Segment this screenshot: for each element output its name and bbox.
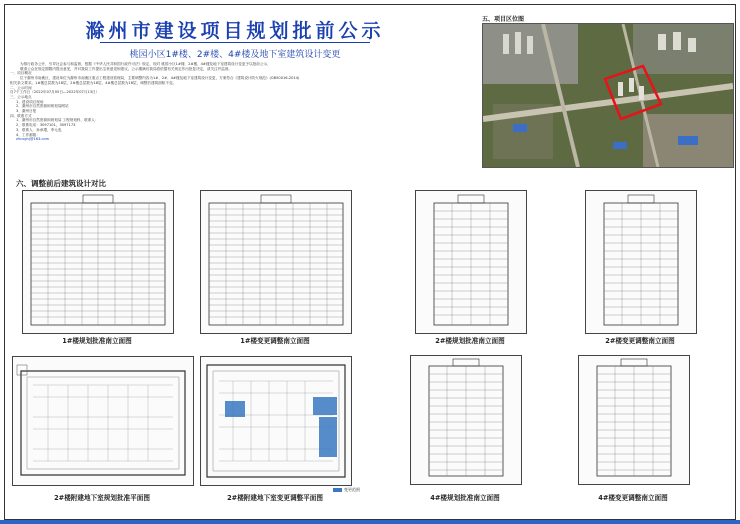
elevation-drawing [201, 191, 351, 333]
building-4-changed-caption: 4#楼变更调整南立面图 [598, 494, 668, 502]
changed-area [313, 397, 337, 415]
comparison-section-title: 六、调整前后建筑设计对比 [16, 179, 106, 188]
plan-drawing [201, 357, 351, 485]
building-4-changed-elevation [578, 355, 690, 485]
list-item: 2、滁州市自然资源和规划局网站 [16, 104, 69, 109]
location-map-title: 五、项目区位图 [482, 16, 525, 23]
title-underline [100, 42, 370, 43]
section-heading: 四、联系方式 [10, 113, 32, 118]
building-2-approved-caption: 2#楼规划批准南立面图 [435, 337, 505, 345]
section-heading: 三、公示地点 [10, 94, 32, 99]
list-item: 2、联系电话：3097101，3097173 [16, 123, 76, 128]
section-heading: 二、公示时间 [10, 85, 32, 90]
building-2-changed-elevation [585, 190, 697, 334]
building-4-approved-caption: 4#楼规划批准南立面图 [430, 494, 500, 502]
list-item: 3、滁州日报 [16, 109, 37, 114]
change-legend [333, 487, 360, 493]
bottom-border-stripe [0, 520, 740, 524]
satellite-image [483, 24, 733, 167]
elevation-drawing [579, 356, 689, 484]
elevation-drawing [23, 191, 173, 333]
body-paragraph: 敬请公众在规定期限内提出意见，并对我局工作提出宝贵意见和建议。公示期满后我局将依据有关规定作出批复决定，请关注并监督。 [20, 66, 233, 71]
list-item: 1、滁州市自然资源和规划局 工程规划科，联系人： [16, 118, 99, 123]
body-paragraph: 自7个工作日（2022年07月05日—2022年07月13日） [10, 90, 100, 95]
body-paragraph: 位于滁州市南谯区，建设单位为滁州市南谯区重点工程建设管理局，主要调整内容为1#、2#、4#楼及地下室建筑设计变更，方案符合《建筑设计防火规范》(GB50016-2014) [20, 76, 300, 81]
elevation-drawing [586, 191, 696, 333]
basement-changed-caption: 2#楼附建地下室变更调整平面图 [227, 494, 323, 502]
plan-drawing [13, 357, 193, 485]
email-link[interactable]: zhcxghj@163.com [16, 137, 50, 142]
changed-area [225, 401, 245, 417]
elevation-drawing [416, 191, 526, 333]
section-heading: 一、项目概况 [10, 71, 32, 76]
location-satellite-map [482, 23, 734, 168]
email-label: 4、工作邮箱： [16, 132, 40, 137]
list-item: 1、建设项目现场 [16, 99, 44, 104]
building-1-approved-caption: 1#楼规划批准南立面图 [62, 337, 132, 345]
page-subtitle: 桃园小区1#楼、2#楼、4#楼及地下室建筑设计变更 [129, 50, 341, 60]
basement-changed-plan [200, 356, 352, 486]
changed-area [319, 417, 337, 457]
body-paragraph: 为推行政务公开，引导社会参与和监督，根据《中华人民共和国行政许可法》规定，现对 桃园小区1#楼、2#楼、4#楼及地下室建筑设计变更予以批前公示， [20, 62, 271, 66]
notice-body [10, 62, 465, 142]
elevation-drawing [411, 356, 521, 484]
list-item: 3、联系人：孙承璟，李元泓 [16, 127, 62, 132]
basement-approved-plan [12, 356, 194, 486]
building-1-changed-caption: 1#楼变更调整南立面图 [240, 337, 310, 345]
legend-swatch [333, 488, 342, 492]
legend-label: 变更范围 [344, 487, 360, 492]
building-2-approved-elevation [415, 190, 527, 334]
body-paragraph: 相关条文要求。1#楼总层数为18层，2#楼总层数为18层，4#楼总层数为18层，调整后建筑面积不变。 [10, 80, 177, 85]
building-1-approved-elevation [22, 190, 174, 334]
building-4-approved-elevation [410, 355, 522, 485]
basement-approved-caption: 2#楼附建地下室规划批准平面图 [54, 494, 150, 502]
building-1-changed-elevation [200, 190, 352, 334]
building-2-changed-caption: 2#楼变更调整南立面图 [605, 337, 675, 345]
page-title: 滁州市建设项目规划批前公示 [85, 20, 385, 42]
